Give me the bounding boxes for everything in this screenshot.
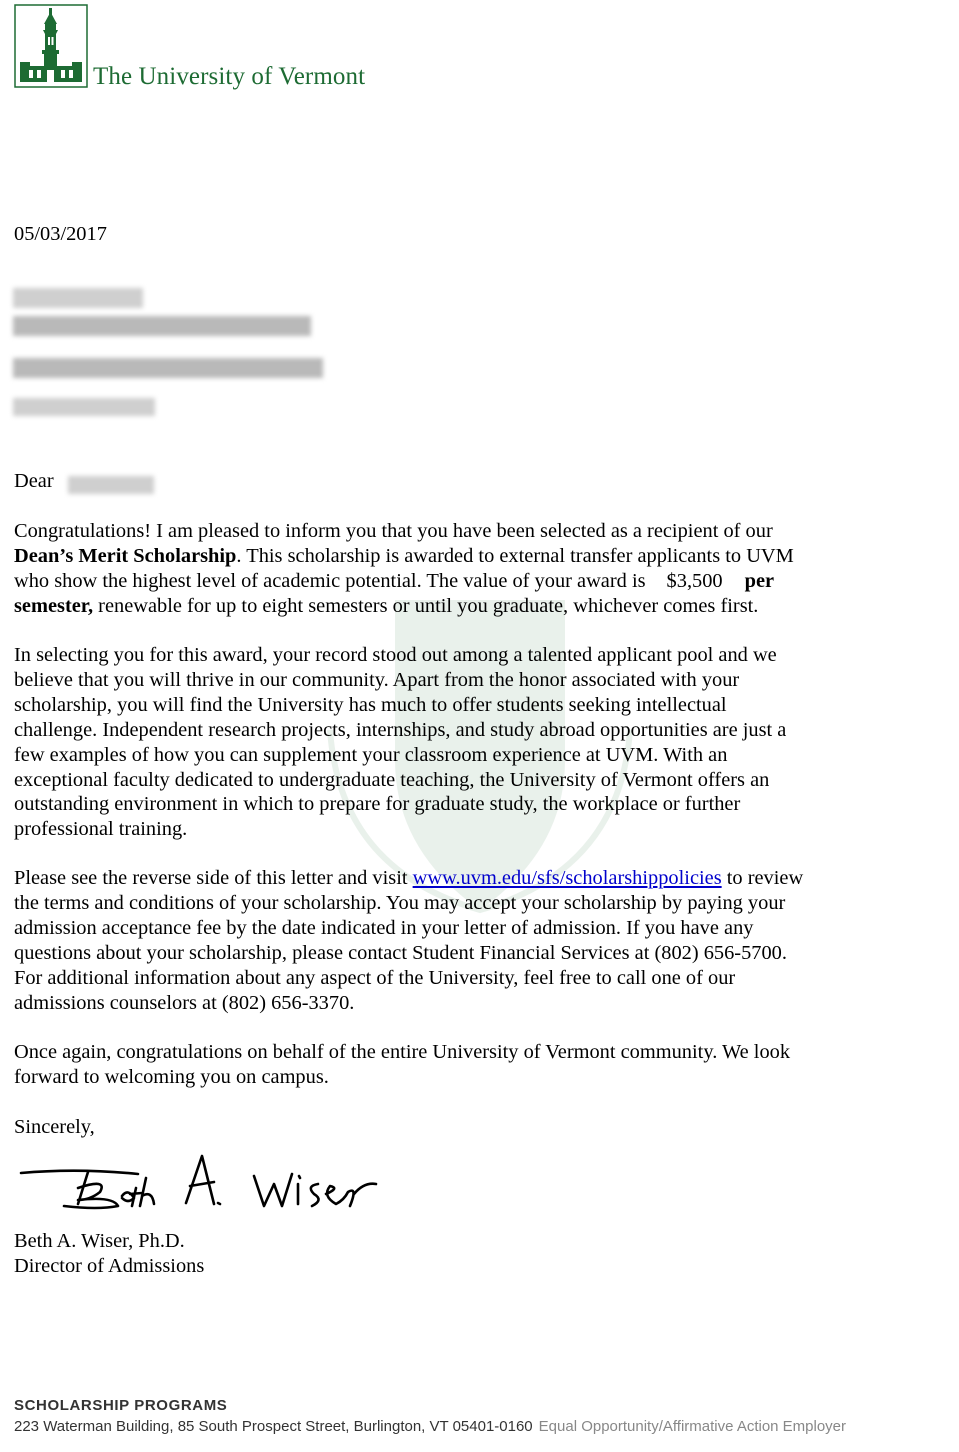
signer-title: Director of Admissions <box>14 1255 205 1277</box>
p2-line: few examples of how you can supplement your classroom experience at UVM. With an <box>14 743 728 766</box>
university-name: The University of Vermont <box>93 63 366 90</box>
paragraph-selection <box>14 643 949 842</box>
p4-line: forward to welcoming you on campus. <box>14 1065 329 1088</box>
paragraph-closing <box>14 1040 949 1090</box>
salutation-text: Dear <box>14 470 54 492</box>
signer-name: Beth A. Wiser, Ph.D. <box>14 1230 185 1252</box>
salutation <box>14 469 54 494</box>
paragraph-award <box>14 519 949 619</box>
signature-image <box>18 1148 388 1218</box>
footer-address: 223 Waterman Building, 85 South Prospect Street, Burlington, VT 05401-0160 <box>14 1418 533 1435</box>
p2-line: outstanding environment in which to prepare for graduate study, the workplace or further <box>14 793 741 816</box>
award-per: per <box>744 569 775 592</box>
p2-line: challenge. Independent research projects, internships, and study abroad opportunities are just a <box>14 718 787 741</box>
footer-eoe: Equal Opportunity/Affirmative Action Employer <box>538 1418 847 1435</box>
p2-line: scholarship, you will find the University has much to offer students seeking intellectual <box>14 693 727 716</box>
p2-line: professional training. <box>14 818 188 841</box>
p3-line: For additional information about any aspect of the University, feel free to call one of our <box>14 966 736 989</box>
p1-line-2-rest: . This scholarship is awarded to external transfer applicants to UVM <box>236 544 794 567</box>
closing: Sincerely, <box>14 1116 95 1138</box>
p1-line-3 <box>14 569 949 594</box>
p3-line: admissions counselors at (802) 656-3370. <box>14 991 355 1014</box>
letter-date: 05/03/2017 <box>14 223 107 245</box>
p1-line-1: Congratulations! I am pleased to inform you that you have been selected as a recipient of our <box>14 520 773 542</box>
p1-line-2 <box>14 544 949 569</box>
uvm-tower-logo-icon <box>14 4 88 88</box>
p3-line: the terms and conditions of your scholarship. You may accept your scholarship by paying your <box>14 891 786 914</box>
p1-line-4 <box>14 594 949 619</box>
p3-line-1-post: to review <box>721 867 804 889</box>
scholarship-policies-link[interactable]: www.uvm.edu/sfs/scholarshippolicies <box>412 867 722 889</box>
redacted-name <box>68 476 154 494</box>
p3-line-1-pre: Please see the reverse side of this letter and visit <box>14 867 413 889</box>
p3-line: admission acceptance fee by the date indicated in your letter of admission. If you have any <box>14 916 754 939</box>
p3-line: questions about your scholarship, please contact Student Financial Services at (802) 656-5700. <box>14 941 787 964</box>
p1-line-3-text: who show the highest level of academic potential. The value of your award is <box>14 569 646 592</box>
paragraph-policies <box>14 866 949 1015</box>
award-amount: $3,500 <box>666 569 723 592</box>
p2-line: exceptional faculty dedicated to undergraduate teaching, the University of Vermont offers an <box>14 768 770 791</box>
p1-line-4-rest: renewable for up to eight semesters or until you graduate, whichever comes first. <box>93 594 759 617</box>
p2-line: In selecting you for this award, your record stood out among a talented applicant pool and we <box>14 644 777 666</box>
p4-line: Once again, congratulations on behalf of the entire University of Vermont community. We look <box>14 1041 791 1063</box>
footer-department: SCHOLARSHIP PROGRAMS <box>14 1397 228 1414</box>
award-period: semester, <box>14 594 94 617</box>
scholarship-name: Dean’s Merit Scholarship <box>14 544 237 567</box>
p3-line-1 <box>14 866 949 891</box>
footer-address-line <box>14 1418 846 1435</box>
p2-line: believe that you will thrive in our community. Apart from the honor associated with your <box>14 668 740 691</box>
